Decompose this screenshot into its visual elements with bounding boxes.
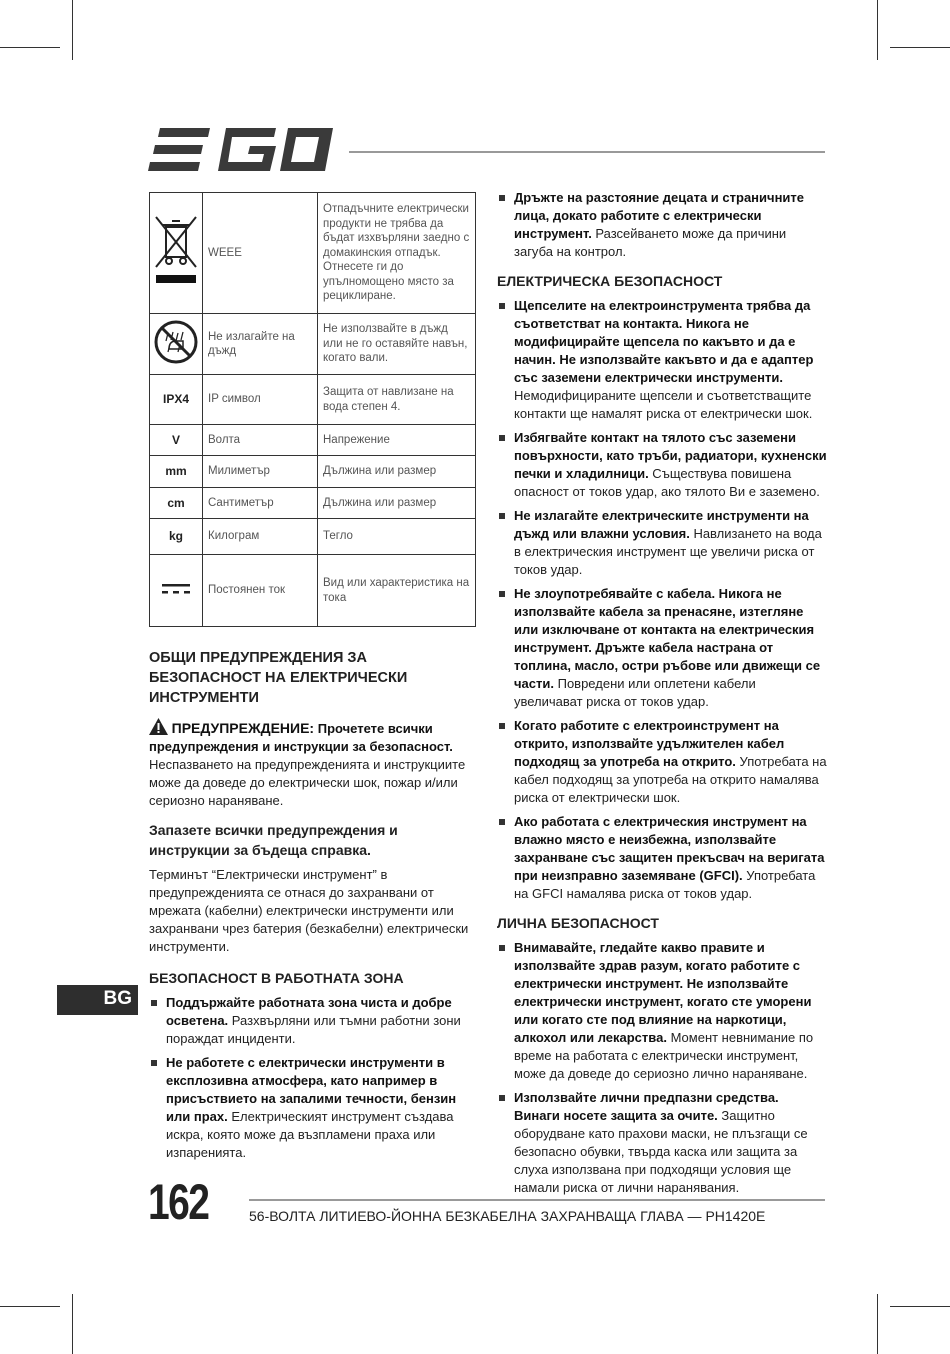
symbol-meaning: Не използвайте в дъжд или не го оставяйте навън, когато вали. <box>318 314 476 375</box>
warning-label: ПРЕДУПРЕЖДЕНИЕ: <box>171 720 315 736</box>
symbol-name: Сантиметър <box>203 488 318 519</box>
page-number: 162 <box>148 1174 209 1230</box>
warning-text: Неспазването на предупрежденията и инструкциите може да доведе до електрически шок, пожар и/или сериозно нараняване. <box>149 757 466 808</box>
top-list <box>497 189 827 261</box>
symbol-name: Килограм <box>203 519 318 555</box>
symbol-meaning: Вид или характеристика на тока <box>318 555 476 627</box>
section-heading: ОБЩИ ПРЕДУПРЕЖДЕНИЯ ЗА БЕЗОПАСНОСТ НА ЕЛЕКТРИЧЕСКИ ИНСТРУМЕНТИ <box>149 650 408 706</box>
left-column <box>149 648 476 1168</box>
list-item: Щепселите на електроинструмента трябва да съответстват на контакта. Никога не модифицирайте щепсела по какъвто и да е начин. Не използвайте какъвто и да е адаптер със заземени електрически инструменти. Немодифицираните щепсели и съответстващите контакти ще намалят риска от електрически шок. <box>497 297 827 423</box>
symbol-name: Не излагайте на дъжд <box>203 314 318 375</box>
list-item: Дръжте на разстояние децата и страничните лица, докато работите с електрически инструмент. Разсейването може да причини загуба на контрол. <box>497 189 827 261</box>
weee-icon <box>150 193 203 314</box>
symbol-mark: kg <box>150 519 203 555</box>
table-row <box>150 456 476 488</box>
section-heading: ЛИЧНА БЕЗОПАСНОСТ <box>497 915 659 931</box>
symbol-mark: cm <box>150 488 203 519</box>
language-code: BG <box>103 988 132 1009</box>
symbol-meaning: Тегло <box>318 519 476 555</box>
language-tab <box>57 985 138 1015</box>
symbol-name: Милиметър <box>203 456 318 488</box>
symbol-name: Постоянен ток <box>203 555 318 627</box>
list-item: Използвайте лични предпазни средства. Винаги носете защита за очите. Защитно оборудване като прахови маски, не плъзгащи се безопасно обувки, твърда каска или защита за слуха използвана при подходящи условия ще намали риска от лични наранявания. <box>497 1089 827 1197</box>
symbol-meaning: Дължина или размер <box>318 488 476 519</box>
footer-title: 56-ВОЛТА ЛИТИЕВО-ЙОННА БЕЗКАБЕЛНА ЗАХРАНВАЩА ГЛАВА — PH1420E <box>249 1208 766 1224</box>
warning-icon <box>149 718 168 735</box>
symbol-name: Волта <box>203 425 318 456</box>
electrical-safety-list <box>497 297 827 903</box>
symbol-name: WEEE <box>203 193 318 314</box>
ego-logo <box>148 128 333 172</box>
no-rain-icon <box>150 314 203 375</box>
personal-safety-list <box>497 939 827 1197</box>
symbol-mark: mm <box>150 456 203 488</box>
term-definition: Терминът “Електрически инструмент” в предупрежденията се отнася до захранвани от мрежата (кабелни) електрически инструменти или захранвани чрез батерия (безкабелни) електрически инструменти. <box>149 867 469 954</box>
table-row <box>150 314 476 375</box>
table-row <box>150 519 476 555</box>
symbol-meaning: Защита от навлизане на вода степен 4. <box>318 375 476 425</box>
symbol-name: IP символ <box>203 375 318 425</box>
table-row <box>150 375 476 425</box>
list-item: Не злоупотребявайте с кабела. Никога не използвайте кабела за пренасяне, изтегляне или изключване от контакта на електрическия инструмент. Дръжте кабела настрана от топлина, масло, остри ръбове или движещи се части. Повредени или оплетени кабели увеличават риска от токов удар. <box>497 585 827 711</box>
symbol-table <box>149 192 476 627</box>
table-row <box>150 555 476 627</box>
list-item: Ако работата с електрическия инструмент на влажно място е неизбежна, използвайте захранване със защитен прекъсвач на веригата при неизправно заземяване (GFCI). Употребата на GFCI намалява риска от токов удар. <box>497 813 827 903</box>
header-rule <box>349 151 825 153</box>
table-row <box>150 425 476 456</box>
work-area-list <box>149 994 476 1162</box>
symbol-meaning: Отпадъчните електрически продукти не трябва да бъдат изхвърляни заедно с домакинския отпадък. Отнесете ги до упълномощено място за рециклиране. <box>318 193 476 314</box>
symbol-mark: V <box>150 425 203 456</box>
warning-bold: Прочетете всички предупреждения и инструкции за безопасност. <box>149 721 453 754</box>
symbol-meaning: Дължина или размер <box>318 456 476 488</box>
list-item: Внимавайте, гледайте какво правите и използвайте здрав разум, когато работите с електрически инструмент. Не използвайте електрически инструмент, когато сте уморени или когато сте под влияние на наркотици, алкохол или лекарства. Момент невнимание по време на работата с електрически инструмент, може да доведе до сериозно лично нараняване. <box>497 939 827 1083</box>
list-item: Не излагайте електрическите инструменти на дъжд или влажни условия. Навлизането на вода в електрическия инструмент ще увеличи риска от токов удар. <box>497 507 827 579</box>
footer-rule <box>249 1199 825 1201</box>
table-row <box>150 488 476 519</box>
section-heading: БЕЗОПАСНОСТ В РАБОТНАТА ЗОНА <box>149 970 404 986</box>
symbol-meaning: Напрежение <box>318 425 476 456</box>
direct-current-icon <box>150 555 203 627</box>
right-column <box>497 189 827 1203</box>
list-item: Поддържайте работната зона чиста и добре осветена. Разхвърляни или тъмни работни зони пораждат инциденти. <box>149 994 476 1048</box>
list-item: Не работете с електрически инструменти в експлозивна атмосфера, като например в присъствието на запалими течности, бензин или прах. Електрическият инструмент създава искра, която може да възпламени праха или изпаренията. <box>149 1054 476 1162</box>
table-row <box>150 193 476 314</box>
list-item: Когато работите с електроинструмент на открито, използвайте удължителен кабел подходящ за употреба на открито. Употребата на кабел подходящ за употреба на открито намалява риска от електрически шок. <box>497 717 827 807</box>
section-heading: ЕЛЕКТРИЧЕСКА БЕЗОПАСНОСТ <box>497 273 723 289</box>
list-item: Избягвайте контакт на тялото със заземени повърхности, като тръби, радиатори, кухненски печки и хладилници. Съществува повишена опасност от токов удар, ако тялото Ви е заземено. <box>497 429 827 501</box>
symbol-mark: IPX4 <box>150 375 203 425</box>
save-instructions-heading: Запазете всички предупреждения и инструкции за бъдеща справка. <box>149 822 398 858</box>
